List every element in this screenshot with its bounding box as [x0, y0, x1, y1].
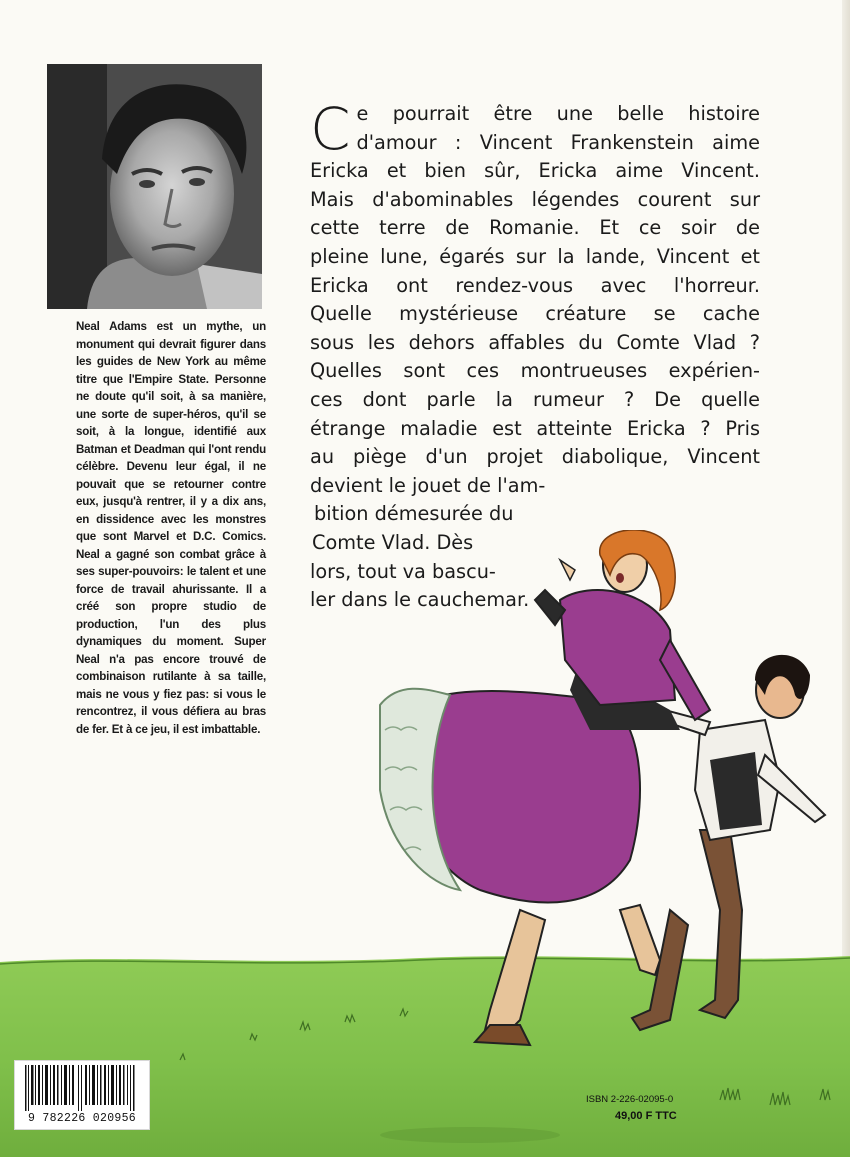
blurb-dropcap: C — [310, 95, 351, 163]
blurb-line: étrange maladie est atteinte Ericka ? Pris — [310, 416, 760, 440]
author-biography: Neal Adams est un mythe, un monument qui devrait figurer dans les guides de New York au même titre que l'Empire State. Personne ne doute qu'il soit, à sa manière, une sorte de super-héros, qu'il se soit, à la longue, identifié aux Batman et Deadman qui l'ont rendu célèbre. Devenu leur égal, il ne pouvait que se retourner contre eux, jusqu'à rentrer, il y a dix ans, en dissidence avec les monstres que sont Marvel et D.C. Comics. Neal a gagné son combat grâce à ses super-pouvoirs: le talent et une force de travail ahurissante. Il a créé son propre studio de production, l'un des plus dynamiques du moment. Super Neal n'a pas encore trouvé de combinaison rutilante à sa taille, mais ne vous y fiez pas: si vous le rencontrez, il vous défiera au bras de fer. Et à ce jeu, il est imbattable. — [76, 320, 266, 736]
blurb-line: Ericka et bien sûr, Ericka aime Vincent. — [310, 159, 760, 183]
portrait-photo-icon — [47, 64, 262, 309]
blurb-line: Comte Vlad. Dès — [312, 530, 474, 554]
blurb-line: e pourrait être une belle histoire — [356, 102, 760, 125]
blurb-line: Quelle mystérieuse créature se cache — [310, 302, 760, 326]
isbn-number: ISBN 2-226-02095-0 — [586, 1094, 674, 1105]
blurb-line: lors, tout va bascu- — [310, 559, 496, 583]
blurb-line: Ericka ont rendez-vous avec l'horreur. — [310, 273, 760, 297]
price: 49,00 F TTC — [615, 1110, 677, 1122]
blurb-line: cette terre de Romanie. Et ce soir de — [310, 216, 760, 240]
blurb-line: bition démesurée du — [314, 502, 514, 526]
author-photo — [47, 64, 262, 309]
blurb-line: au piège d'un projet diabolique, Vincent — [310, 445, 760, 469]
blurb-line: sous les dehors affables du Comte Vlad ? — [310, 330, 760, 354]
blurb-line: Quelles sont ces montrueuses expérien- — [310, 359, 760, 383]
blurb-line: ces dont parle la rumeur ? De quelle — [310, 387, 760, 411]
barcode-icon — [15, 1061, 149, 1111]
blurb-line: devient le jouet de l'am- — [310, 473, 546, 497]
fleeing-couple-illustration-icon — [370, 530, 840, 1050]
blurb-line: pleine lune, égarés sur la lande, Vincent et — [310, 244, 760, 268]
blurb-line: ler dans le cauchemar. — [310, 588, 530, 612]
blurb-line: d'amour : Vincent Frankenstein aime — [356, 130, 760, 154]
barcode-digits: 9 782226 020956 — [27, 1112, 137, 1125]
blurb-line: Mais d'abominables légendes courent sur — [310, 187, 760, 211]
